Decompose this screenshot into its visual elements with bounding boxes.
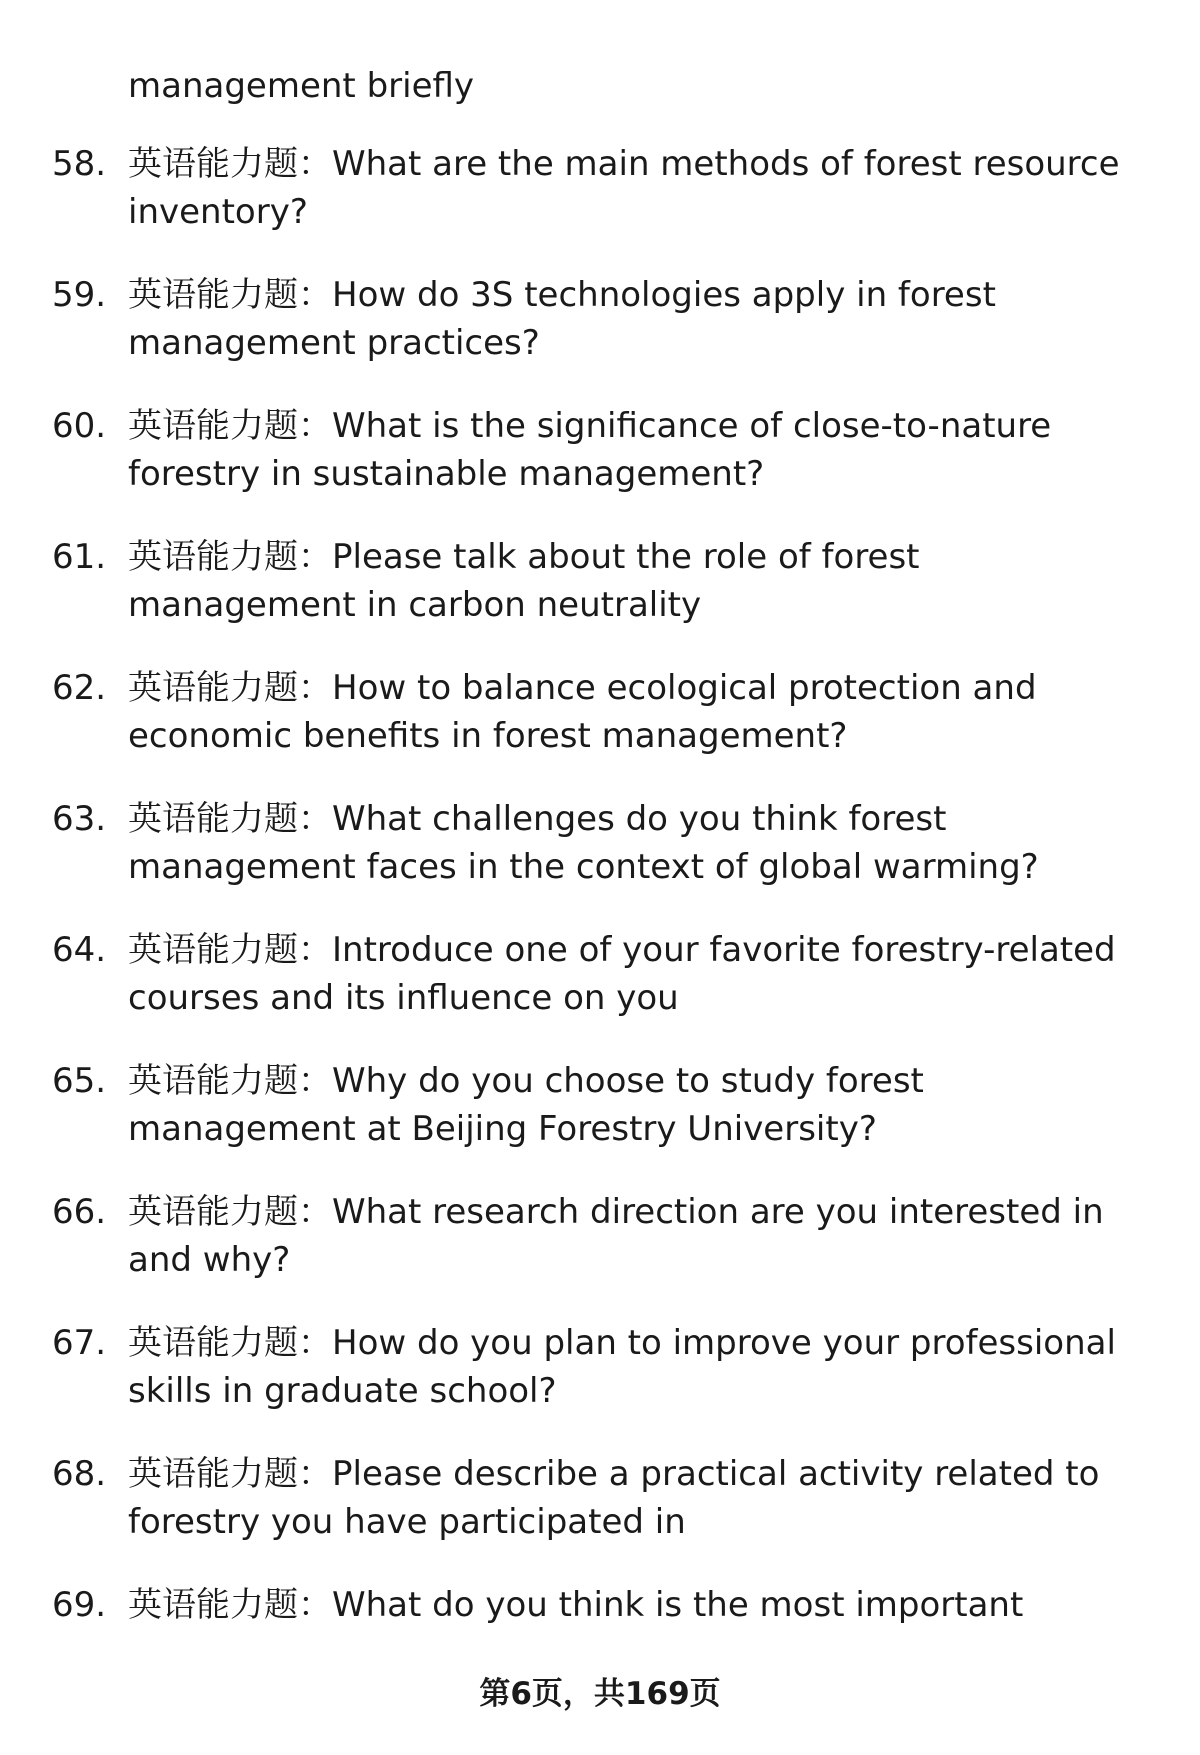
question-body bbox=[128, 1450, 1158, 1546]
question-item bbox=[0, 533, 1200, 664]
question-label: 英语能力题： bbox=[128, 1061, 332, 1101]
question-number: 61. bbox=[52, 537, 107, 577]
question-text: What is the significance of close-to-nature forestry in sustainable management? bbox=[128, 406, 1052, 494]
question-label: 英语能力题： bbox=[128, 144, 332, 184]
question-number: 60. bbox=[52, 406, 107, 446]
question-item bbox=[0, 1057, 1200, 1188]
question-label: 英语能力题： bbox=[128, 1585, 332, 1625]
question-list bbox=[0, 140, 1200, 1712]
question-text: What do you think is the most important bbox=[332, 1585, 1024, 1625]
question-label: 英语能力题： bbox=[128, 930, 332, 970]
page-footer: 第6页，共169页 bbox=[479, 1676, 721, 1712]
question-label: 英语能力题： bbox=[128, 799, 332, 839]
continued-question-text: management briefly bbox=[128, 66, 475, 106]
question-body bbox=[128, 926, 1158, 1022]
question-number: 64. bbox=[52, 930, 107, 970]
question-body bbox=[128, 1581, 1158, 1629]
question-item bbox=[0, 795, 1200, 926]
question-number: 63. bbox=[52, 799, 107, 839]
question-text: Why do you choose to study forest management at Beijing Forestry University? bbox=[128, 1061, 924, 1149]
question-label: 英语能力题： bbox=[128, 1323, 332, 1363]
question-item bbox=[0, 1450, 1200, 1581]
question-body bbox=[128, 795, 1158, 891]
question-text: How do 3S technologies apply in forest management practices? bbox=[128, 275, 996, 363]
question-item bbox=[0, 926, 1200, 1057]
question-body bbox=[128, 402, 1158, 498]
question-text: Introduce one of your favorite forestry-related courses and its influence on you bbox=[128, 930, 1116, 1018]
question-text: Please talk about the role of forest management in carbon neutrality bbox=[128, 537, 920, 625]
question-body bbox=[128, 1188, 1158, 1284]
question-number: 69. bbox=[52, 1585, 107, 1625]
question-item bbox=[0, 140, 1200, 271]
question-number: 58. bbox=[52, 144, 107, 184]
question-number: 68. bbox=[52, 1454, 107, 1494]
question-number: 65. bbox=[52, 1061, 107, 1101]
question-text: What research direction are you interested in and why? bbox=[128, 1192, 1104, 1280]
question-label: 英语能力题： bbox=[128, 537, 332, 577]
question-body bbox=[128, 1319, 1158, 1415]
question-text: How to balance ecological protection and economic benefits in forest management? bbox=[128, 668, 1037, 756]
question-body bbox=[128, 140, 1158, 236]
question-label: 英语能力题： bbox=[128, 406, 332, 446]
question-label: 英语能力题： bbox=[128, 1454, 332, 1494]
question-body bbox=[128, 533, 1158, 629]
question-label: 英语能力题： bbox=[128, 668, 332, 708]
question-body bbox=[128, 271, 1158, 367]
question-number: 67. bbox=[52, 1323, 107, 1363]
question-text: What challenges do you think forest management faces in the context of global warming? bbox=[128, 799, 1039, 887]
question-number: 66. bbox=[52, 1192, 107, 1232]
question-number: 59. bbox=[52, 275, 107, 315]
question-text: How do you plan to improve your professional skills in graduate school? bbox=[128, 1323, 1116, 1411]
question-item bbox=[0, 1319, 1200, 1450]
question-body bbox=[128, 1057, 1158, 1153]
question-text: Please describe a practical activity related to forestry you have participated in bbox=[128, 1454, 1100, 1542]
question-item bbox=[0, 402, 1200, 533]
question-label: 英语能力题： bbox=[128, 1192, 332, 1232]
question-text: What are the main methods of forest resource inventory? bbox=[128, 144, 1120, 232]
question-item bbox=[0, 664, 1200, 795]
question-number: 62. bbox=[52, 668, 107, 708]
question-item bbox=[0, 271, 1200, 402]
question-label: 英语能力题： bbox=[128, 275, 332, 315]
question-body bbox=[128, 664, 1158, 760]
question-item bbox=[0, 1188, 1200, 1319]
